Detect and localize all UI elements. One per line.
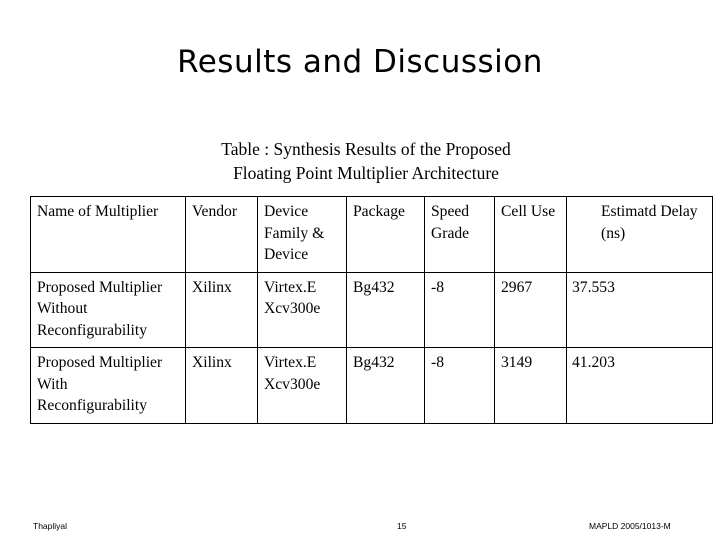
- table-header-row: [31, 197, 713, 273]
- header-vendor: Vendor: [186, 197, 258, 273]
- header-name-of-multiplier: Name of Multiplier: [31, 197, 186, 273]
- table-row: [31, 272, 713, 348]
- table-row: [31, 348, 713, 424]
- cell-package: Bg432: [347, 272, 425, 348]
- cell-vendor: Xilinx: [186, 272, 258, 348]
- header-device-family: Device Family & Device: [258, 197, 347, 273]
- cell-cell-use: 3149: [495, 348, 567, 424]
- slide-title: Results and Discussion: [177, 44, 543, 80]
- footer-reference: MAPLD 2005/1013-M: [589, 521, 671, 531]
- header-estimated-delay: Estimatd Delay (ns): [567, 197, 713, 273]
- cell-delay: 37.553: [567, 272, 713, 348]
- footer-page-number: 15: [397, 521, 407, 531]
- cell-cell-use: 2967: [495, 272, 567, 348]
- caption-line-1: Table : Synthesis Results of the Proposed: [221, 139, 511, 159]
- cell-delay: 41.203: [567, 348, 713, 424]
- table-caption: [0, 137, 720, 185]
- header-speed-grade: Speed Grade: [425, 197, 495, 273]
- header-cell-use: Cell Use: [495, 197, 567, 273]
- cell-package: Bg432: [347, 348, 425, 424]
- caption-line-2: Floating Point Multiplier Architecture: [233, 163, 499, 183]
- footer-author: Thapliyal: [33, 521, 68, 531]
- cell-speed-grade: -8: [425, 272, 495, 348]
- synthesis-results-table: [30, 196, 713, 424]
- cell-vendor: Xilinx: [186, 348, 258, 424]
- cell-device: Virtex.E Xcv300e: [258, 272, 347, 348]
- cell-device: Virtex.E Xcv300e: [258, 348, 347, 424]
- cell-speed-grade: -8: [425, 348, 495, 424]
- cell-multiplier-name: Proposed Multiplier With Reconfigurability: [31, 348, 186, 424]
- cell-multiplier-name: Proposed Multiplier Without Reconfigurability: [31, 272, 186, 348]
- header-package: Package: [347, 197, 425, 273]
